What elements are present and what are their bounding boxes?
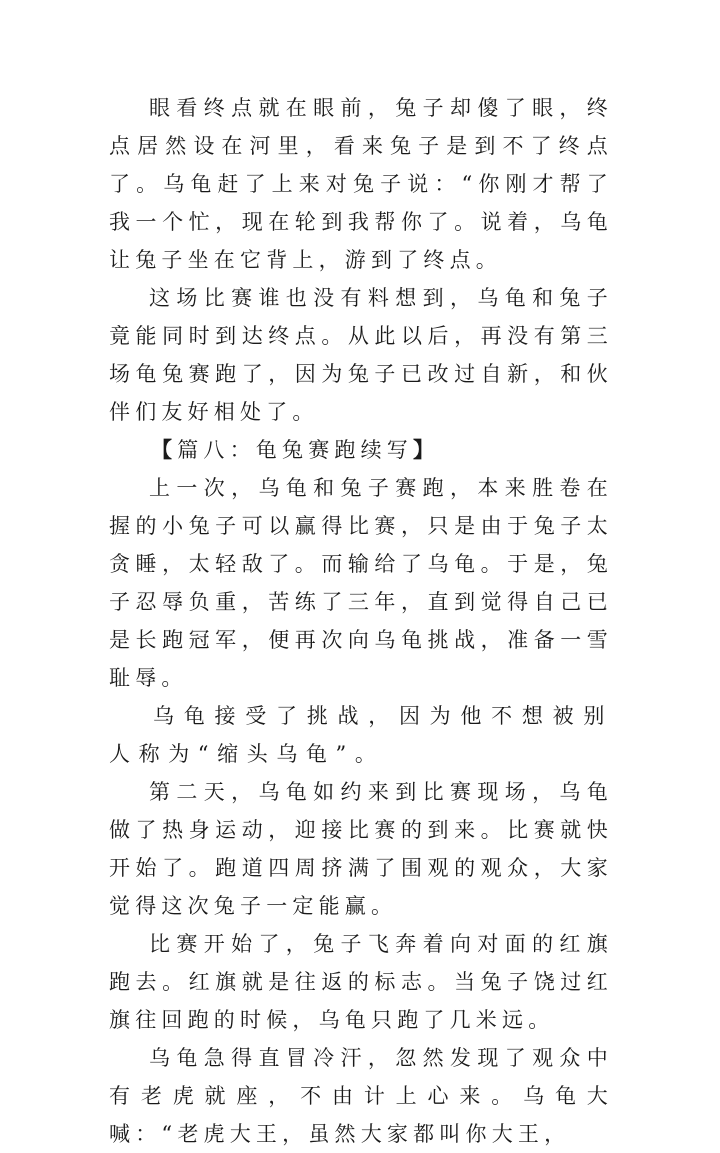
paragraph-race-starts: 比赛开始了，兔子飞奔着向对面的红旗跑去。红旗就是往返的标志。当兔子饶过红旗往回跑的时候，乌龟只跑了几米远。 xyxy=(109,932,613,1032)
paragraph-last-race-recap: 上一次，乌龟和兔子赛跑，本来胜卷在握的小兔子可以赢得比赛，只是由于兔子太贪睡，太轻敌了。而输给了乌龟。于是，兔子忍辱负重，苦练了三年，直到觉得自己已是长跑冠军，便再次向乌龟挑战，准备一雪耻辱。 xyxy=(109,476,613,690)
section-heading xyxy=(109,431,613,469)
paragraph-turtle-plan: 乌龟急得直冒冷汗，忽然发现了观众中有老虎就座，不由计上心来。乌龟大喊：“老虎大王，虽然大家都叫你大王， xyxy=(109,1046,613,1146)
paragraph-turtle-accepts: 乌龟接受了挑战，因为他不想被别人称为“缩头乌龟”。 xyxy=(109,704,613,766)
heading-open-bracket: 【 xyxy=(151,437,178,462)
paragraph-simultaneous-finish: 这场比赛谁也没有料想到，乌龟和兔子竟能同时到达终点。从此以后，再没有第三场龟兔赛跑了，因为兔子已改过自新，和伙伴们友好相处了。 xyxy=(109,286,613,424)
paragraph-race-day: 第二天，乌龟如约来到比赛现场，乌龟做了热身运动，迎接比赛的到来。比赛就快开始了。跑道四周挤满了围观的观众，大家觉得这次兔子一定能赢。 xyxy=(109,780,613,918)
heading-close-bracket: 】 xyxy=(413,437,440,462)
heading-text: 篇八：龟兔赛跑续写 xyxy=(177,438,414,462)
paragraph-rabbit-river-finish: 眼看终点就在眼前，兔子却傻了眼，终点居然设在河里，看来兔子是到不了终点了。乌龟赶了上来对兔子说：“你刚才帮了我一个忙，现在轮到我帮你了。说着，乌龟让兔子坐在它背上，游到了终点。 xyxy=(109,96,613,272)
document-page xyxy=(109,89,613,1153)
